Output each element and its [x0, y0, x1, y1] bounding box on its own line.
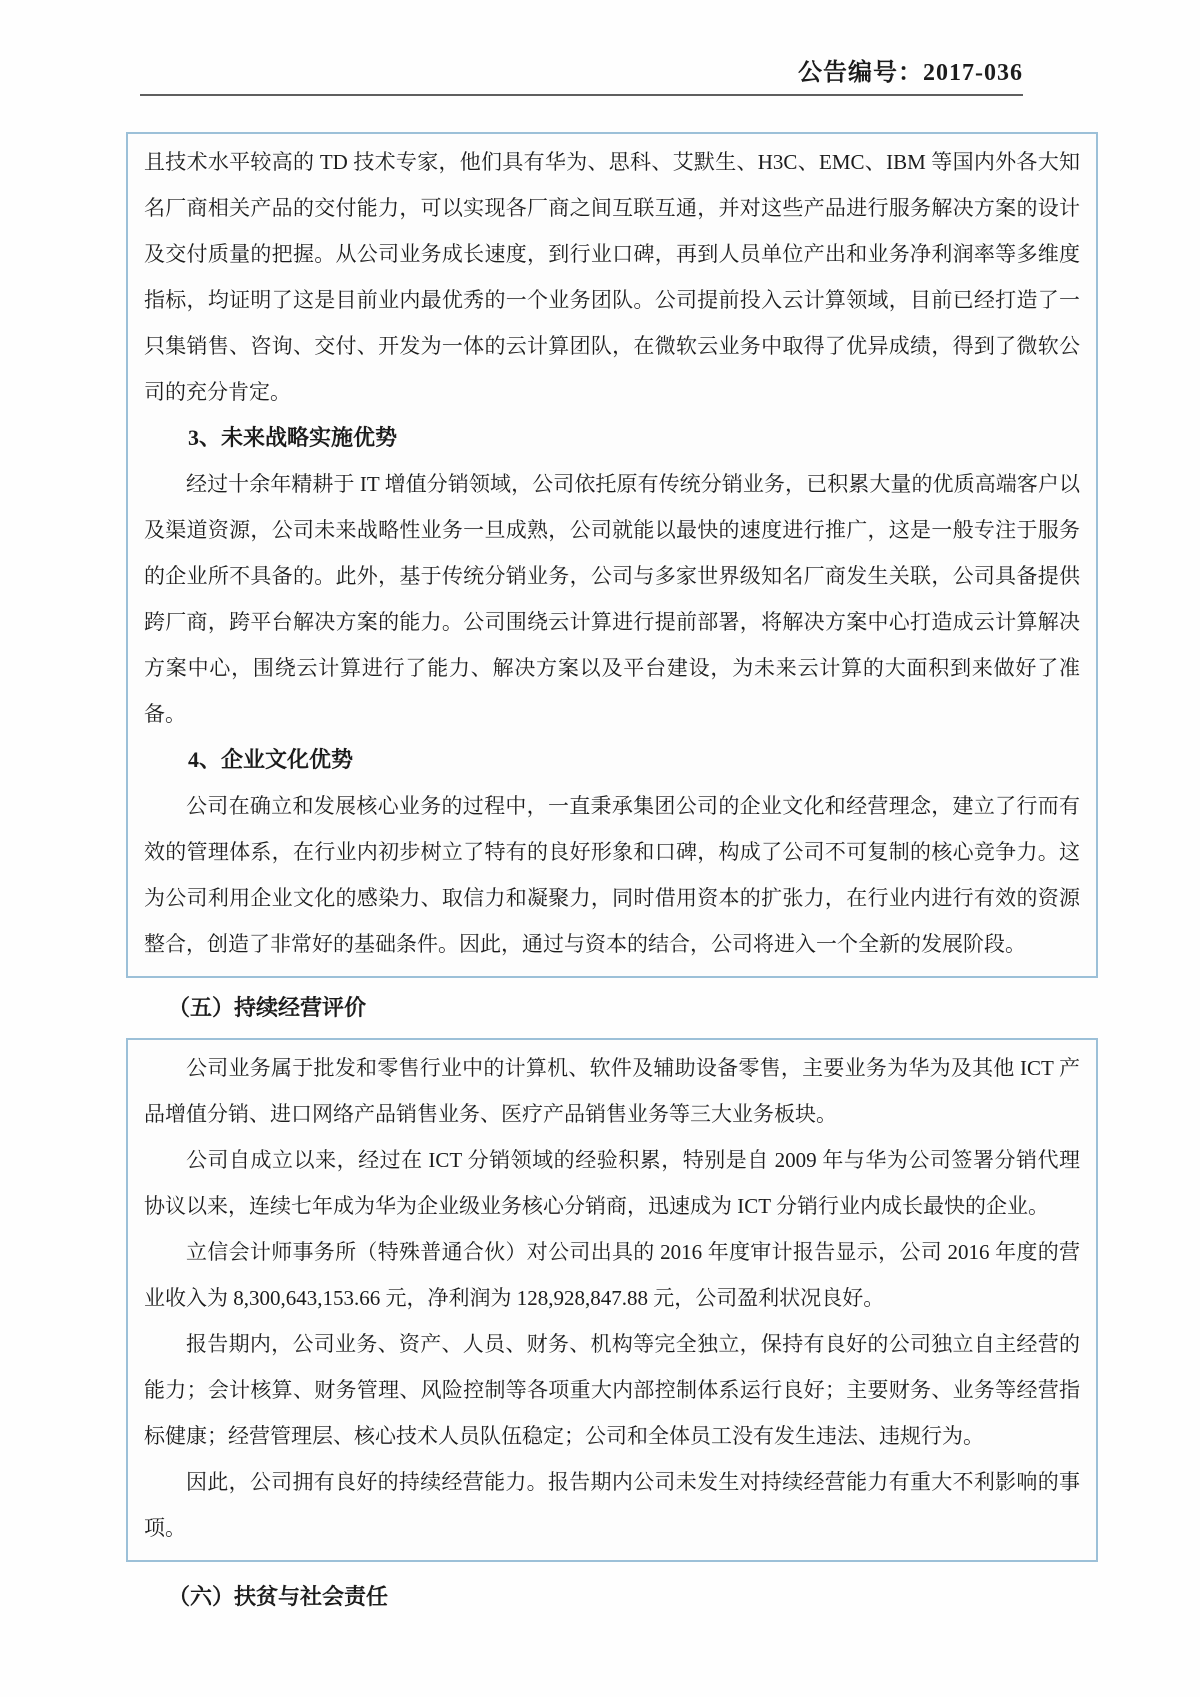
paragraph-section-3-future-strategy: 经过十余年精耕于 IT 增值分销领域，公司依托原有传统分销业务，已积累大量的优质高端客户以及渠道资源，公司未来战略性业务一旦成熟，公司就能以最快的速度进行推广，这是一般专注于服务的企业所不具备的。此外，基于传统分销业务，公司与多家世界级知名厂商发生关联，公司具备提供跨厂商，跨平台解决方案的能力。公司围绕云计算进行提前部署，将解决方案中心打造成云计算解决方案中心，围绕云计算进行了能力、解决方案以及平台建设，为未来云计算的大面积到来做好了准备。: [144, 472, 1080, 726]
content-box-advantages: [126, 132, 1098, 978]
heading-section-4-corporate-culture: 4、企业文化优势: [188, 747, 354, 772]
heading-section-5-going-concern: （五）持续经营评价: [168, 995, 367, 1020]
paragraph-audit-report-figures: 立信会计师事务所（特殊普通合伙）对公司出具的 2016 年度审计报告显示，公司 2016 年度的营业收入为 8,300,643,153.66 元，净利润为 128,928,847.88 元，公司盈利状况良好。: [144, 1240, 1080, 1310]
heading-section-6-poverty-social-responsibility: （六）扶贫与社会责任: [168, 1584, 389, 1609]
paragraph-section-4-corporate-culture: 公司在确立和发展核心业务的过程中，一直秉承集团公司的企业文化和经营理念，建立了行而有效的管理体系，在行业内初步树立了特有的良好形象和口碑，构成了公司不可复制的核心竞争力。这为公司利用企业文化的感染力、取信力和凝聚力，同时借用资本的扩张力，在行业内进行有效的资源整合，创造了非常好的基础条件。因此，通过与资本的结合，公司将进入一个全新的发展阶段。: [144, 794, 1080, 956]
page-header: [140, 58, 1023, 96]
content-box-going-concern: [126, 1038, 1098, 1562]
paragraph-going-concern-conclusion: 因此，公司拥有良好的持续经营能力。报告期内公司未发生对持续经营能力有重大不利影响的事项。: [144, 1470, 1080, 1540]
paragraph-independence-and-controls: 报告期内，公司业务、资产、人员、财务、机构等完全独立，保持有良好的公司独立自主经营的能力；会计核算、财务管理、风险控制等各项重大内部控制体系运行良好；主要财务、业务等经营指标健康；经营管理层、核心技术人员队伍稳定；公司和全体员工没有发生违法、违规行为。: [144, 1332, 1080, 1448]
heading-section-3-future-strategy: 3、未来战略实施优势: [188, 425, 398, 450]
paragraph-ict-distribution-history: 公司自成立以来，经过在 ICT 分销领域的经验积累，特别是自 2009 年与华为公司签署分销代理协议以来，连续七年成为华为企业级业务核心分销商，迅速成为 ICT 分销行业内成长最快的企业。: [144, 1148, 1080, 1218]
paragraph-business-scope: 公司业务属于批发和零售行业中的计算机、软件及辅助设备零售，主要业务为华为及其他 ICT 产品增值分销、进口网络产品销售业务、医疗产品销售业务等三大业务板块。: [144, 1056, 1080, 1126]
paragraph-td-experts-continuation: 且技术水平较高的 TD 技术专家，他们具有华为、思科、艾默生、H3C、EMC、IBM 等国内外各大知名厂商相关产品的交付能力，可以实现各厂商之间互联互通，并对这些产品进行服务解决方案的设计及交付质量的把握。从公司业务成长速度，到行业口碑，再到人员单位产出和业务净利润率等多维度指标，均证明了这是目前业内最优秀的一个业务团队。公司提前投入云计算领域，目前已经打造了一只集销售、咨询、交付、开发为一体的云计算团队，在微软云业务中取得了优异成绩，得到了微软公司的充分肯定。: [144, 150, 1080, 404]
announcement-number: 公告编号：2017-036: [798, 60, 1023, 86]
